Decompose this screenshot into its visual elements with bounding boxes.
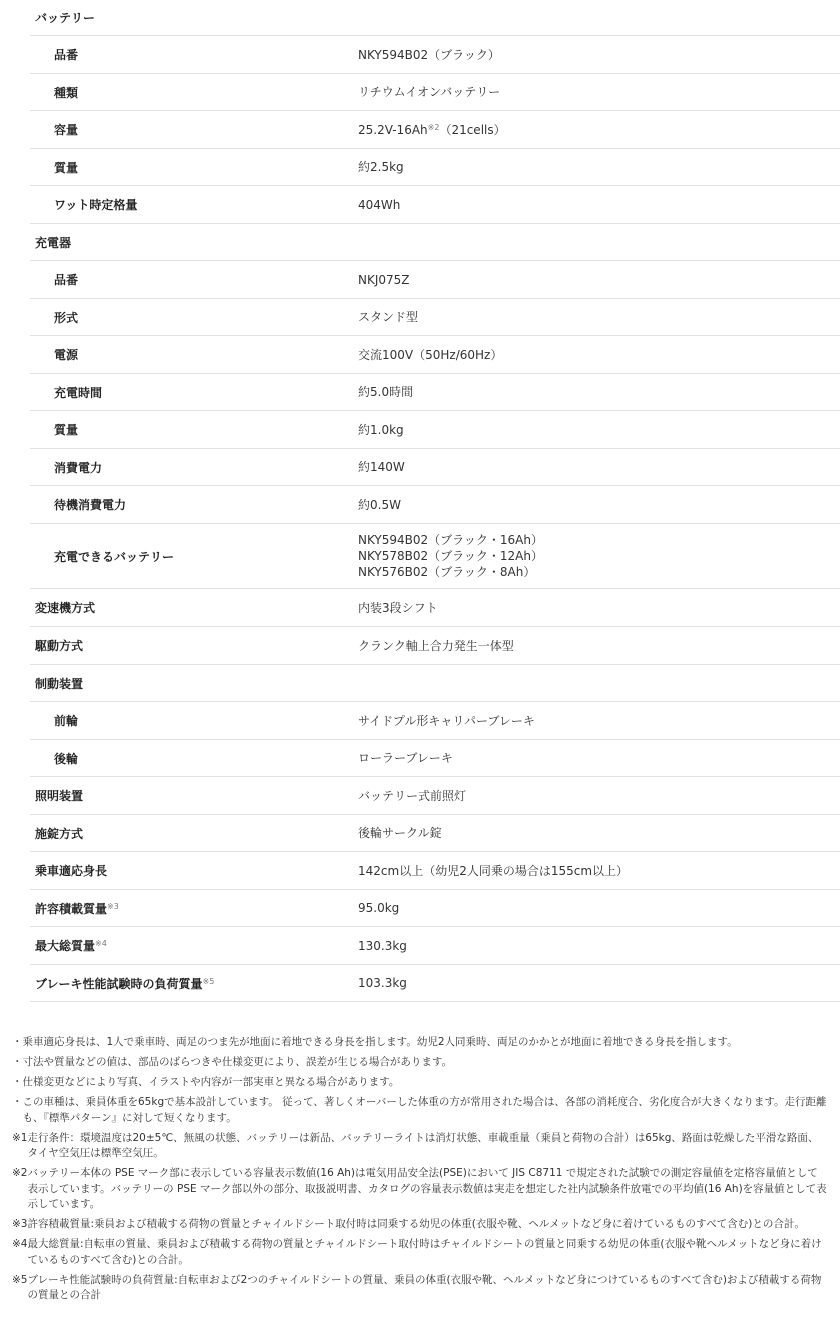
spec-value <box>358 347 840 363</box>
spec-value-text: バッテリー式前照灯 <box>358 788 467 803</box>
spec-item-label <box>30 496 358 513</box>
spec-value <box>358 638 840 654</box>
spec-value-line <box>358 825 840 841</box>
spec-label-text: 消費電力 <box>54 460 103 475</box>
spec-value-line <box>358 564 840 580</box>
spec-label-text: 前輪 <box>54 714 79 728</box>
spec-row <box>30 589 840 627</box>
spec-value-suffix: （21cells） <box>439 122 506 137</box>
note-marker: ・ <box>12 1036 23 1048</box>
spec-value-text: 25.2V-16Ah <box>358 122 428 137</box>
spec-section-label <box>30 599 358 616</box>
spec-row <box>30 374 840 411</box>
spec-item-label <box>30 84 358 101</box>
spec-value-text: 約5.0時間 <box>358 385 414 399</box>
spec-label-text: 電源 <box>54 348 79 362</box>
spec-value <box>358 532 840 580</box>
spec-value-line <box>358 900 840 916</box>
note-text: 寸法や質量などの値は、部品のばらつきや仕様変更により、誤差が生じる場合があります。 <box>22 1056 453 1068</box>
spec-row <box>30 299 840 336</box>
spec-row <box>30 852 840 890</box>
spec-value-text: サイドプル形キャリパーブレーキ <box>358 713 535 728</box>
spec-label-text: 品番 <box>54 48 79 62</box>
spec-value-text: NKY594B02（ブラック） <box>358 47 500 62</box>
spec-item-label <box>30 121 358 138</box>
spec-value-line <box>358 863 840 879</box>
spec-table <box>30 0 840 1002</box>
spec-item-label <box>30 421 358 438</box>
spec-value <box>358 750 840 766</box>
spec-label-text: 許容積載質量 <box>35 901 108 916</box>
spec-section-label <box>30 9 358 26</box>
spec-value-text: NKY594B02（ブラック・16Ah） <box>358 533 543 547</box>
spec-row <box>30 740 840 777</box>
spec-value-text: 95.0kg <box>358 901 400 915</box>
spec-value-line <box>358 47 840 63</box>
spec-row <box>30 486 840 524</box>
note-marker: ※5 <box>12 1273 28 1286</box>
spec-label-text: ブレーキ性能試験時の負荷質量 <box>35 976 203 991</box>
spec-value-text: ローラーブレーキ <box>358 751 453 765</box>
spec-value-text: 約1.0kg <box>358 422 404 437</box>
spec-item-label <box>30 712 358 729</box>
spec-value-text: 約140W <box>358 460 405 474</box>
spec-value-text: 142cm以上（幼児2人同乗の場合は155cm以上） <box>358 863 629 878</box>
spec-value <box>358 713 840 729</box>
note-marker: ・ <box>12 1076 23 1088</box>
note-text: 許容積載質量:乗員および積載する荷物の質量とチャイルドシート取付時は同乗する幼児の体重(衣服や靴、ヘルメットなど身に着けているものすべて含む)との合計。 <box>27 1218 805 1230</box>
spec-value-text: 約2.5kg <box>358 160 404 174</box>
note-text: 仕様変更などにより写真、イラストや内容が一部実車と異なる場合があります。 <box>22 1076 400 1088</box>
spec-value <box>358 309 840 325</box>
note-item <box>12 1055 827 1071</box>
spec-row <box>30 927 840 965</box>
spec-section-label <box>30 975 358 992</box>
note-item <box>12 1273 827 1304</box>
spec-value <box>358 788 840 804</box>
spec-label-text: 乗車適応身長 <box>35 864 108 878</box>
spec-row <box>30 186 840 224</box>
note-item <box>12 1237 827 1268</box>
spec-section-label <box>30 787 358 804</box>
spec-item-label <box>30 159 358 176</box>
spec-value <box>358 122 840 138</box>
spec-label-text: 容量 <box>54 123 79 137</box>
spec-value-line <box>358 384 840 400</box>
spec-label-text: 充電時間 <box>54 385 103 400</box>
spec-value-line <box>358 713 840 729</box>
spec-row <box>30 965 840 1002</box>
spec-row <box>30 627 840 665</box>
spec-value-text: 103.3kg <box>358 976 407 990</box>
spec-value-text: 404Wh <box>358 197 401 212</box>
spec-label-text: バッテリー <box>35 11 96 25</box>
spec-value-text: リチウムイオンバッテリー <box>358 85 501 99</box>
spec-label-text: 待機消費電力 <box>54 498 127 512</box>
note-marker: ※1 <box>12 1131 28 1144</box>
spec-value <box>358 422 840 438</box>
note-text: バッテリー本体の PSE マーク部に表示している容量表示数値(16 Ah)は電気用品安全法(PSE)において JIS C8711 で規定された試験での測定容量値を定格容量値として表示しています。バッテリーの PSE マーク部以外の部分、取扱説明書、カタログの容量表示数値は実走を想定した社内試験条件放電での平均値(16 Ah)を容量値として表示しています。 <box>27 1167 827 1210</box>
note-item <box>12 1166 827 1213</box>
spec-value-text: NKJ075Z <box>358 272 410 287</box>
spec-value-text: スタンド型 <box>358 310 419 324</box>
spec-value <box>358 459 840 475</box>
spec-label-text: 制動装置 <box>35 676 84 691</box>
notes-list <box>12 1035 827 1308</box>
note-text: 乗車適応身長は、1人で乗車時、両足のつま先が地面に着地できる身長を指します。幼児2人同乗時、両足のかかとが地面に着地できる身長を指します。 <box>22 1036 738 1048</box>
note-marker: ※4 <box>12 1238 28 1250</box>
spec-value-line <box>358 548 840 564</box>
spec-value-line <box>358 197 840 213</box>
spec-item-label <box>30 548 358 565</box>
note-marker: ※2 <box>12 1167 28 1179</box>
spec-label-text: 形式 <box>54 310 79 325</box>
spec-section-label <box>30 637 358 654</box>
spec-value-line <box>358 159 840 175</box>
spec-row <box>30 890 840 927</box>
spec-value-line <box>358 638 840 654</box>
spec-label-text: 品番 <box>54 273 79 287</box>
spec-section-label <box>30 862 358 879</box>
spec-row <box>30 524 840 589</box>
spec-row <box>30 149 840 186</box>
spec-value <box>358 825 840 841</box>
spec-label-text: ワット時定格量 <box>54 198 138 212</box>
spec-value <box>358 47 840 63</box>
footnote-ref: ※3 <box>107 901 119 911</box>
spec-row <box>30 665 840 702</box>
spec-value-line <box>358 122 840 138</box>
spec-section-label <box>30 900 358 917</box>
spec-item-label <box>30 271 358 288</box>
footnote-ref: ※5 <box>202 976 215 986</box>
spec-label-text: 最大総質量 <box>35 939 96 953</box>
spec-value <box>358 600 840 616</box>
spec-label-text: 充電器 <box>35 235 72 250</box>
spec-label-text: 質量 <box>54 160 79 175</box>
spec-section-label <box>30 675 358 692</box>
spec-label-text: 種類 <box>54 85 79 100</box>
spec-value <box>358 938 840 954</box>
spec-row <box>30 815 840 852</box>
spec-row <box>30 449 840 486</box>
note-item <box>12 1075 827 1091</box>
spec-value <box>358 84 840 100</box>
spec-value-line <box>358 750 840 766</box>
spec-row <box>30 74 840 111</box>
note-item <box>12 1131 827 1162</box>
note-text: 走行条件：環境温度は20±5℃、無風の状態、バッテリーは新品、バッテリーライトは消灯状態、車載重量（乗員と荷物の合計）は65kg、路面は乾燥した平滑な路面、タイヤ空気圧は標準空気圧。 <box>27 1131 819 1159</box>
spec-value-text: NKY576B02（ブラック・8Ah） <box>358 565 536 579</box>
note-marker: ・ <box>12 1056 23 1068</box>
spec-value-line <box>358 272 840 288</box>
spec-value-text: 130.3kg <box>358 938 407 953</box>
spec-value-line <box>358 788 840 804</box>
spec-value-line <box>358 347 840 363</box>
spec-section-label <box>30 937 358 954</box>
spec-row <box>30 111 840 149</box>
note-marker: ※3 <box>12 1218 28 1230</box>
spec-value <box>358 272 840 288</box>
spec-value-line <box>358 497 840 513</box>
spec-row <box>30 336 840 374</box>
spec-section-label <box>30 825 358 842</box>
spec-row <box>30 777 840 815</box>
note-text: この車種は、乗員体重を65kgで基本設計しています。 従って、著しくオーバーした体重の方が常用された場合は、各部の消耗度合、劣化度合が大きくなります。走行距離も、『標準パターン』に対して短くなります。 <box>22 1096 827 1124</box>
spec-value-line <box>358 84 840 100</box>
spec-value <box>358 159 840 175</box>
note-item <box>12 1217 827 1233</box>
spec-value-line <box>358 532 840 548</box>
footnote-ref: ※2 <box>427 122 440 132</box>
spec-row <box>30 0 840 36</box>
spec-label-text: 質量 <box>54 423 79 437</box>
spec-item-label <box>30 309 358 326</box>
spec-row <box>30 224 840 261</box>
spec-label-text: 後輪 <box>54 751 79 766</box>
note-text: ブレーキ性能試験時の負荷質量:自転車および2つのチャイルドシートの質量、乗員の体重(衣服や靴、ヘルメットなど身につけているものすべて含む)および積載する荷物の質量との合計 <box>27 1273 822 1301</box>
note-item <box>12 1035 827 1051</box>
spec-row <box>30 411 840 449</box>
spec-value-text: 約0.5W <box>358 497 401 512</box>
spec-value-line <box>358 422 840 438</box>
spec-item-label <box>30 750 358 767</box>
spec-item-label <box>30 46 358 63</box>
spec-value-line <box>358 975 840 991</box>
spec-value-text: 後輪サークル錠 <box>358 826 442 840</box>
spec-label-text: 変速機方式 <box>35 601 96 615</box>
spec-label-text: 駆動方式 <box>35 639 84 653</box>
spec-value <box>358 497 840 513</box>
note-item <box>12 1095 827 1126</box>
spec-value-line <box>358 600 840 616</box>
spec-value <box>358 197 840 213</box>
spec-value-line <box>358 459 840 475</box>
note-text: 最大総質量:自転車の質量、乗員および積載する荷物の質量とチャイルドシート取付時はチャイルドシートの質量と同乗する幼児の体重(衣服や靴ヘルメットなど身に着けているものすべて含む)との合計。 <box>27 1238 822 1266</box>
spec-value <box>358 863 840 879</box>
spec-value-text: 交流100V（50Hz/60Hz） <box>358 347 503 362</box>
spec-value-text: 内装3段シフト <box>358 600 438 615</box>
spec-item-label <box>30 459 358 476</box>
spec-label-text: 照明装置 <box>35 789 84 803</box>
spec-row <box>30 261 840 299</box>
spec-value-text: NKY578B02（ブラック・12Ah） <box>358 549 543 563</box>
spec-label-text: 施錠方式 <box>35 826 84 841</box>
spec-row <box>30 702 840 740</box>
spec-value <box>358 900 840 916</box>
spec-value <box>358 975 840 991</box>
spec-item-label <box>30 196 358 213</box>
spec-section-label <box>30 234 358 251</box>
footnote-ref: ※4 <box>95 939 107 948</box>
spec-label-text: 充電できるバッテリー <box>54 549 175 564</box>
note-marker: ・ <box>12 1096 23 1108</box>
spec-value-line <box>358 938 840 954</box>
spec-value-text: クランク軸上合力発生一体型 <box>358 638 514 653</box>
spec-item-label <box>30 384 358 401</box>
spec-item-label <box>30 346 358 363</box>
spec-value-line <box>358 309 840 325</box>
spec-row <box>30 36 840 74</box>
spec-value <box>358 384 840 400</box>
